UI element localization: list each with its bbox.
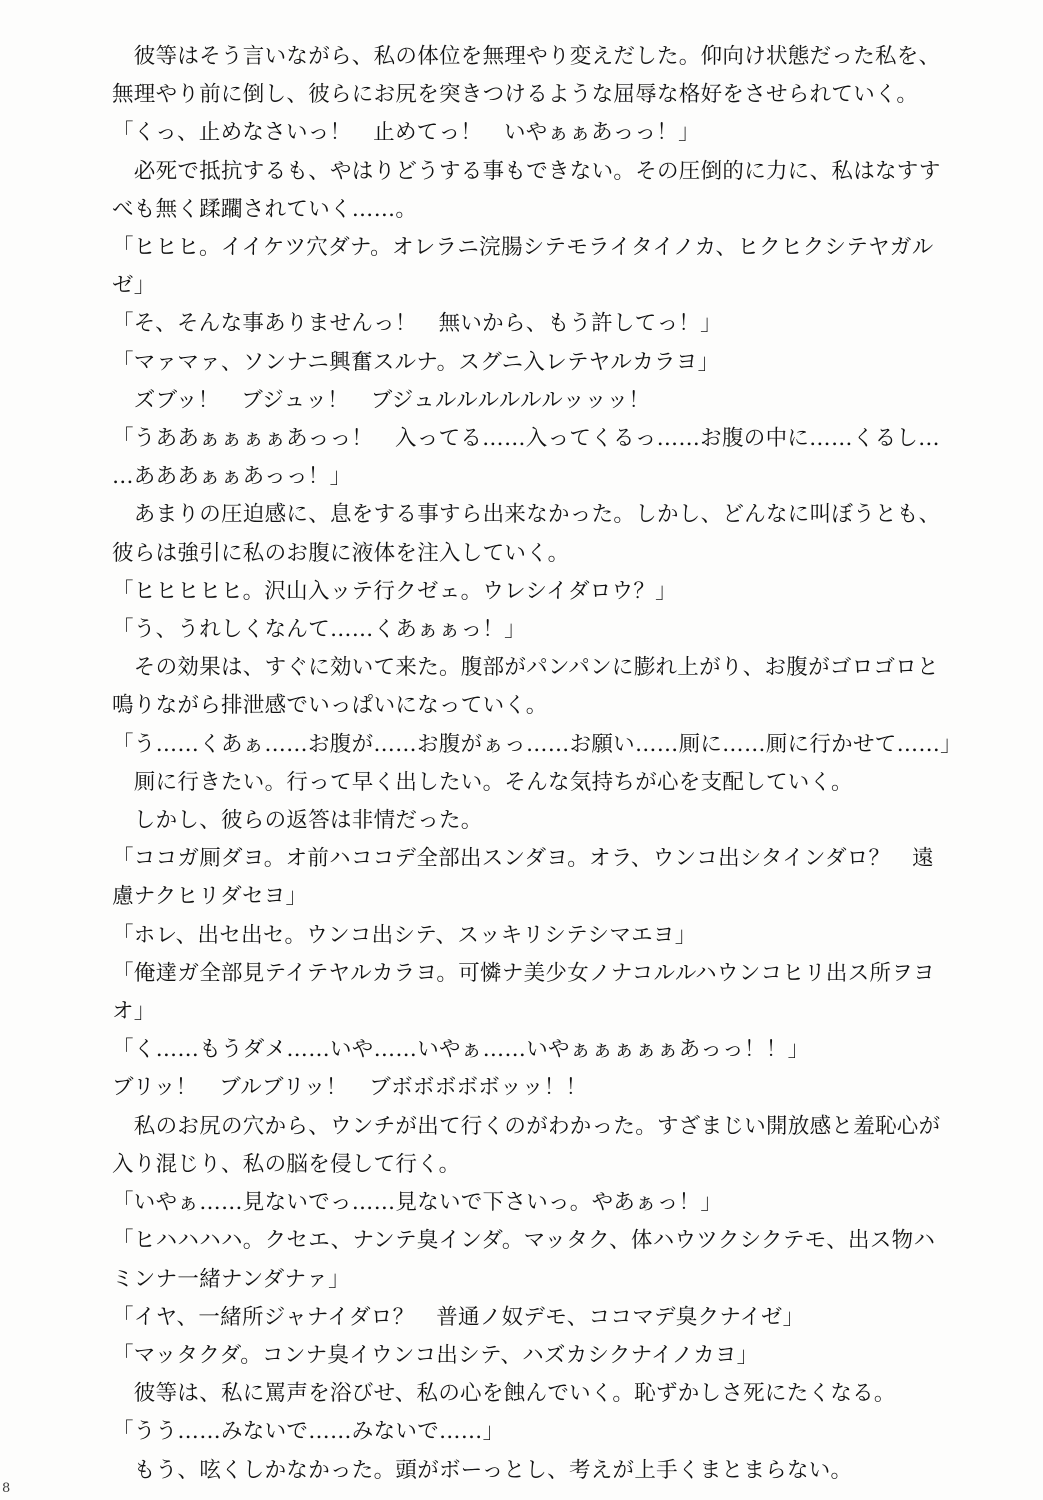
text-line: 「ヒハハハハ。クセエ、ナンテ臭インダ。マッタク、体ハウツクシクテモ、出ス物ハ (112, 1228, 936, 1254)
text-line: 「そ、そんな事ありませんっ！ 無いから、もう許してっ！」 (112, 311, 722, 337)
text-line: 「俺達ガ全部見テイテヤルカラヨ。可憐ナ美少女ノナコルルハウンコヒリ出ス所ヲヨ (112, 960, 935, 986)
text-line: 「ココガ厠ダヨ。オ前ハココデ全部出スンダヨ。オラ、ウンコ出シタインダロ？ 遠 (112, 846, 934, 872)
text-line: 必死で抵抗するも、やはりどうする事もできない。その圧倒的に力に、私はなすす (112, 158, 941, 184)
text-line: ズブッ！ ブジュッ！ ブジュルルルルルルッッッ！ (112, 387, 651, 413)
text-line: 「うああぁぁぁぁあっっ！ 入ってる……入ってくるっ……お腹の中に……くるし… (112, 426, 940, 452)
text-line: べも無く蹂躙されていく……。 (112, 196, 418, 222)
text-line: 「イヤ、一緒所ジャナイダロ？ 普通ノ奴デモ、ココマデ臭クナイゼ」 (112, 1304, 805, 1330)
text-line: 彼等はそう言いながら、私の体位を無理やり変えだした。仰向け状態だった私を、 (112, 44, 941, 69)
text-line: 「くっ、止めなさいっ！ 止めてっ！ いやぁぁあっっ！」 (112, 120, 700, 146)
text-line: 「う……くあぁ……お腹が……お腹がぁっ……お願い……厠に……厠に行かせて……」 (112, 731, 962, 757)
text-line: もう、呟くしかなかった。頭がボーっとし、考えが上手くまとまらない。 (112, 1457, 853, 1483)
text-line: あまりの圧迫感に、息をする事すら出来なかった。しかし、どんなに叫ぼうとも、 (112, 502, 941, 528)
text-line: 彼らは強引に私のお腹に液体を注入していく。 (112, 540, 570, 566)
text-line: ブリッ！ ブルブリッ！ ブボボボボボッッ！！ (112, 1075, 588, 1101)
text-line: 入り混じり、私の脳を侵して行く。 (112, 1151, 461, 1177)
text-line: オ」 (112, 999, 156, 1025)
text-line: ゼ」 (112, 273, 156, 299)
text-line: 慮ナクヒリダセヨ」 (112, 884, 308, 910)
text-line: 「う、うれしくなんて……くあぁぁっ！」 (112, 617, 526, 643)
text-line: 無理やり前に倒し、彼らにお尻を突きつけるような屈辱な格好をさせられていく。 (112, 82, 919, 108)
text-line: 「うう……みないで……みないで……」 (112, 1419, 505, 1445)
text-line: しかし、彼らの返答は非情だった。 (112, 808, 483, 834)
text-line: ミンナ一緒ナンダナァ」 (112, 1266, 350, 1292)
text-line: 「く……もうダメ……いや……いやぁ……いやぁぁぁぁぁあっっ！！」 (112, 1037, 810, 1063)
text-line: 「ヒヒヒ。イイケツ穴ダナ。オレラニ浣腸シテモライタイノカ、ヒクヒクシテヤガル (112, 235, 934, 261)
text-line: その効果は、すぐに効いて来た。腹部がパンパンに膨れ上がり、お腹がゴロゴロと (112, 655, 939, 681)
text-line: 鳴りながら排泄感でいっぱいになっていく。 (112, 693, 548, 719)
text-line: …あああぁぁあっっ！」 (112, 464, 352, 490)
text-line: 「マッタクダ。コンナ臭イウンコ出シテ、ハズカシクナイノカヨ」 (112, 1342, 759, 1368)
text-line: 私のお尻の穴から、ウンチが出て行くのがわかった。すざまじい開放感と羞恥心が (112, 1113, 941, 1139)
text-line: 彼等は、私に罵声を浴びせ、私の心を蝕んでいく。恥ずかしさ死にたくなる。 (112, 1381, 896, 1407)
text-line: 「ホレ、出セ出セ。ウンコ出シテ、スッキリシテシマエヨ」 (112, 922, 697, 948)
text-line: 厠に行きたい。行って早く出したい。そんな気持ちが心を支配していく。 (112, 769, 853, 795)
text-line: 「マァマァ、ソンナニ興奮スルナ。スグニ入レテヤルカラヨ」 (112, 349, 720, 375)
novel-body-text (112, 38, 962, 1490)
text-line: 「ヒヒヒヒヒ。沢山入ッテ行クゼェ。ウレシイダロウ？」 (112, 578, 677, 604)
page-number: 8 (2, 1481, 11, 1496)
text-line: 「いやぁ……見ないでっ……見ないで下さいっ。やあぁっ！」 (112, 1190, 723, 1216)
